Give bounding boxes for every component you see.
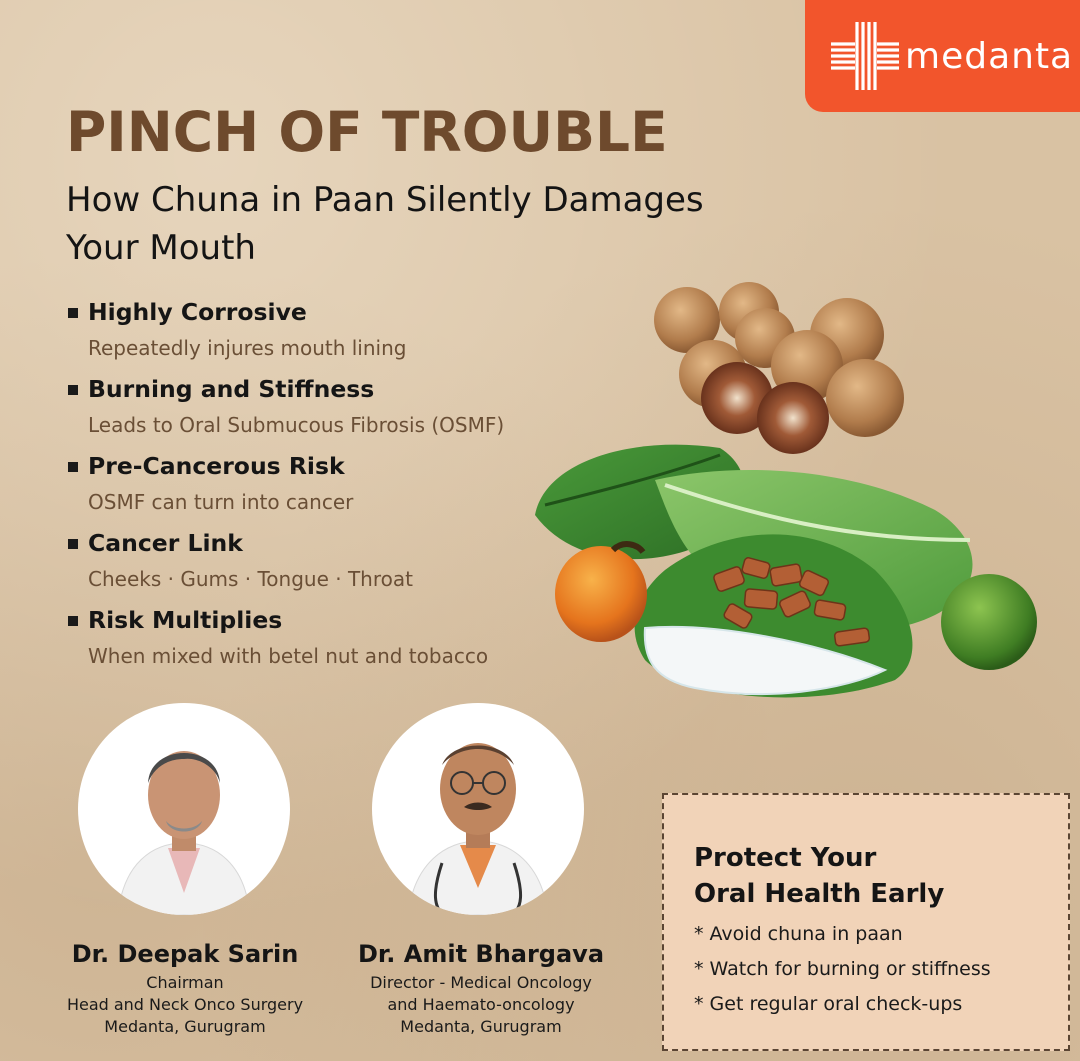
doctor-portrait-icon [78,703,290,915]
list-item: * Watch for burning or stiffness [694,958,991,980]
doctor-info-deepak-sarin [40,940,330,1038]
doctor-info-amit-bhargava [336,940,626,1038]
list-item: * Get regular oral check-ups [694,993,963,1015]
point-title: Cancer Link [88,529,243,557]
protect-oral-health-box [662,793,1070,1051]
point-description: Leads to Oral Submucous Fibrosis (OSMF) [88,413,505,437]
doctor-portrait-icon [372,703,584,915]
point-description: Repeatedly injures mouth lining [88,336,407,360]
list-item: * Avoid chuna in paan [694,923,903,945]
doctor-location: Medanta, Gurugram [104,1017,266,1036]
doctor-photo-deepak-sarin [78,703,290,915]
doctor-title: Director - Medical Oncology [370,973,592,992]
point-description: Cheeks · Gums · Tongue · Throat [88,567,413,591]
doctor-department: Head and Neck Onco Surgery [66,995,304,1014]
square-bullet-icon [68,462,78,472]
doctor-photo-amit-bhargava [372,703,584,915]
doctor-name: Dr. Amit Bhargava [357,940,605,968]
point-title: Risk Multiplies [88,606,283,634]
point-description: When mixed with betel nut and tobacco [88,644,489,668]
doctor-department: and Haemato-oncology [387,995,575,1014]
medanta-cross-logo-icon [827,18,903,94]
protect-title [694,840,1054,912]
point-description: OSMF can turn into cancer [88,490,354,514]
point-title: Pre-Cancerous Risk [88,452,345,480]
headline: PINCH OF TROUBLE [66,100,668,164]
point-title: Highly Corrosive [88,298,307,326]
square-bullet-icon [68,539,78,549]
protect-title-line2: Oral Health Early [694,879,945,909]
square-bullet-icon [68,308,78,318]
square-bullet-icon [68,616,78,626]
paan-ingredients-illustration [515,270,1055,740]
protect-title-line1: Protect Your [694,843,877,873]
square-bullet-icon [68,385,78,395]
brand-wordmark: medanta [905,36,1074,77]
brand-logo-tab [805,0,1080,112]
point-title: Burning and Stiffness [88,375,375,403]
doctor-title: Chairman [146,973,224,992]
protect-tips-list [694,923,991,1028]
subheadline: How Chuna in Paan Silently Damages Your Mouth [66,180,704,268]
betel-nuts-image [654,282,904,454]
green-areca-fruit-image [941,574,1037,670]
doctor-location: Medanta, Gurugram [400,1017,562,1036]
doctor-name: Dr. Deepak Sarin [71,940,299,968]
